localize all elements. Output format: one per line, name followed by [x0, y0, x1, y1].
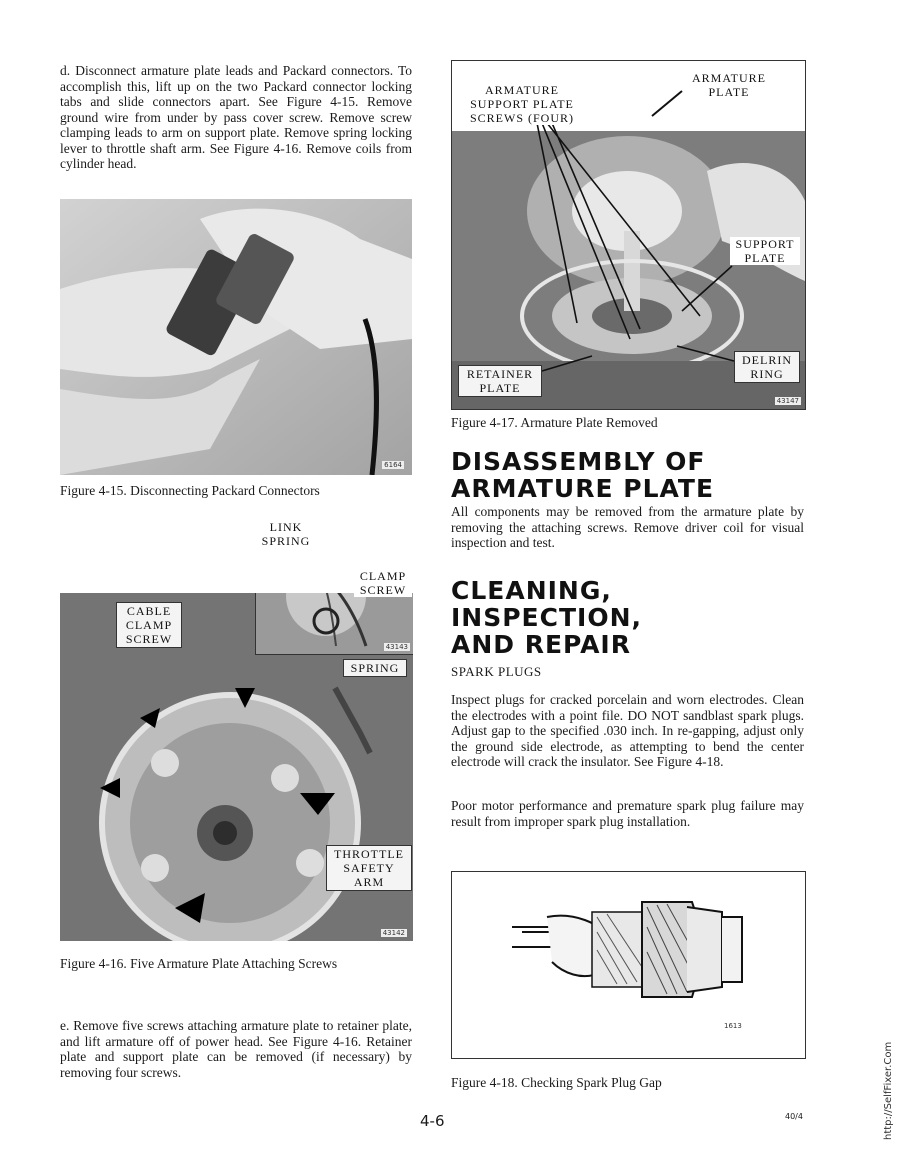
label-armature-plate: ARMATURE PLATE: [691, 71, 766, 99]
heading-line: CLEANING,: [451, 576, 612, 605]
paragraph-disassembly: All components may be removed from the armature plate by removing the attaching screws. Remove driver coil for visual inspection and test.: [451, 504, 804, 550]
figure-number: 1613: [724, 1022, 742, 1030]
figure-4-16-caption: Figure 4-16. Five Armature Plate Attaching Screws: [60, 956, 338, 971]
label-clamp-screw: CLAMP SCREW: [354, 569, 412, 597]
spark-plug-drawing: [452, 872, 805, 1058]
side-url-watermark: http://SelfFixer.Com: [883, 1041, 894, 1140]
subheading-spark-plugs: SPARK PLUGS: [451, 664, 542, 679]
inset-figure-number: 43143: [385, 643, 408, 651]
page-code: 40/4: [785, 1112, 803, 1121]
label-support-plate: SUPPORT PLATE: [730, 237, 800, 265]
label-throttle-safety-arm: THROTTLE SAFETY ARM: [326, 845, 412, 891]
figure-number: 6164: [384, 461, 402, 469]
paragraph-spark-plugs: Inspect plugs for cracked porcelain and worn electrodes. Clean the electrodes with a point file. DO NOT sandblast spark plugs. Adjust gap to the specified .030 inch. In re-gapping, adjust only the ground side electrode, as attempting to bend the center electrode will crack the insulator. See Figure 4-18.: [451, 692, 804, 769]
heading-line: ARMATURE PLATE: [451, 474, 715, 503]
section-heading-cleaning: [451, 577, 804, 658]
paragraph-step-e: e. Remove five screws attaching armature plate to retainer plate, and lift armature off of power head. See Figure 4-16. Retainer plate and support plate can be removed (if necessary) by removing four screws.: [60, 1018, 412, 1080]
figure-number: 43142: [382, 929, 405, 937]
page-number: 4-6: [420, 1112, 445, 1130]
figure-4-17-caption: Figure 4-17. Armature Plate Removed: [451, 415, 658, 430]
label-link-spring: LINK SPRING: [256, 520, 316, 548]
label-delrin-ring: DELRIN RING: [734, 351, 800, 383]
section-heading-disassembly: [451, 448, 804, 502]
figure-number: 43147: [776, 397, 799, 405]
figure-4-17-frame: [451, 60, 806, 410]
label-retainer-plate: RETAINER PLATE: [458, 365, 542, 397]
heading-line: DISASSEMBLY OF: [451, 447, 706, 476]
paragraph-step-d: d. Disconnect armature plate leads and Packard connectors. To accomplish this, lift up on the two Packard connector locking tabs and slide connectors apart. See Figure 4-15. Remove ground wire from under by pass cover screw. Remove screw clamping leads to arm on support plate. Remove spring locking lever to throttle shaft arm. See Figure 4-16. Remove coils from cylinder head.: [60, 63, 412, 171]
heading-line: INSPECTION,: [451, 603, 643, 632]
figure-4-18-caption: Figure 4-18. Checking Spark Plug Gap: [451, 1075, 662, 1090]
figure-4-18-frame: [451, 871, 806, 1059]
figure-4-16-inset: [255, 593, 413, 655]
label-cable-clamp-screw: CABLE CLAMP SCREW: [116, 602, 182, 648]
heading-line: AND REPAIR: [451, 630, 631, 659]
figure-4-15-caption: Figure 4-15. Disconnecting Packard Connectors: [60, 483, 320, 498]
label-spring: SPRING: [343, 659, 407, 677]
figure-4-15-photo: [60, 199, 412, 475]
label-armature-support-plate-screws: ARMATURE SUPPORT PLATE SCREWS (FOUR): [458, 83, 586, 125]
paragraph-poor-performance: Poor motor performance and premature spark plug failure may result from improper spark plug installation.: [451, 798, 804, 829]
